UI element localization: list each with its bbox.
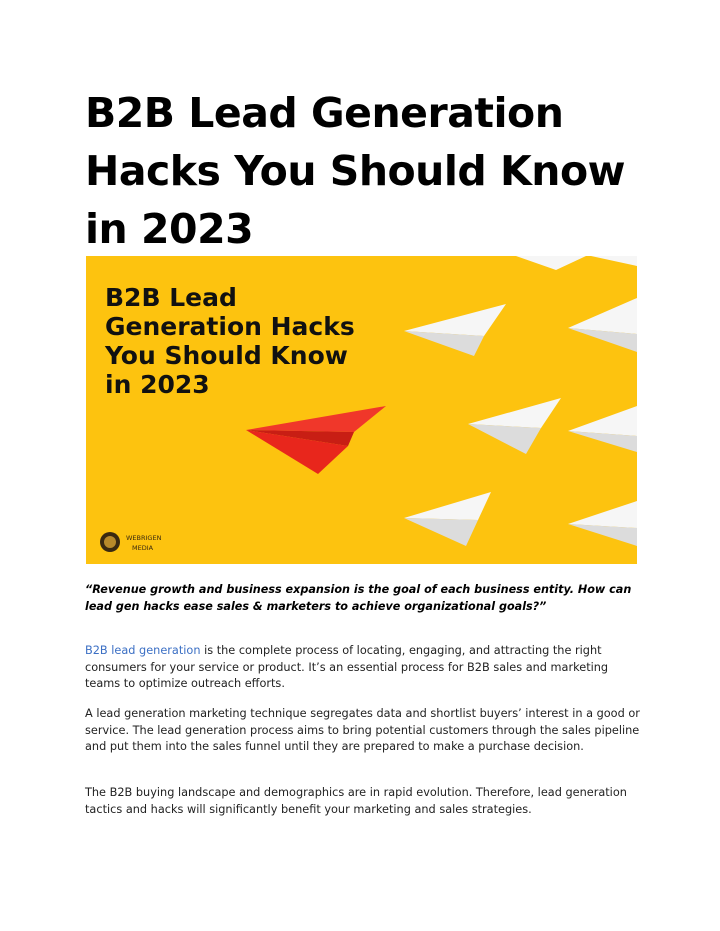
- paragraph-1-text: is the complete process of locating, engaging, and attracting the right consumers for your service or product. It’s an essential process for B2B sales and marketing teams to optimize outreach efforts.: [85, 644, 609, 690]
- hero-headline-line-3: You Should Know: [105, 341, 348, 370]
- logo-text-line-2: MEDIA: [132, 544, 154, 552]
- hero-headline-line-4: in 2023: [105, 370, 210, 399]
- hero-headline-line-2: Generation Hacks: [105, 312, 355, 341]
- paragraph-2: A lead generation marketing technique segregates data and shortlist buyers’ interest in a good or service. The lead generation process aims to bring potential customers through the sales pipeline and put them into the sales funnel until they are prepared to make a purchase decision.: [85, 707, 640, 753]
- pull-quote: “Revenue growth and business expansion is the goal of each business entity. How can lead gen hacks ease sales & marketers to achieve organizational goals?”: [85, 583, 632, 613]
- article-title: B2B Lead Generation Hacks You Should Know in 2023: [85, 89, 626, 253]
- paragraph-3: The B2B buying landscape and demographics are in rapid evolution. Therefore, lead generation tactics and hacks will significantly benefit your marketing and sales strategies.: [85, 786, 627, 816]
- hero-image: [86, 256, 637, 564]
- hero-headline-line-1: B2B Lead: [105, 283, 237, 312]
- logo-text-line-1: WEBRIGEN: [126, 534, 162, 542]
- paragraph-1: [85, 643, 645, 693]
- b2b-lead-generation-link[interactable]: B2B lead generation: [85, 644, 201, 657]
